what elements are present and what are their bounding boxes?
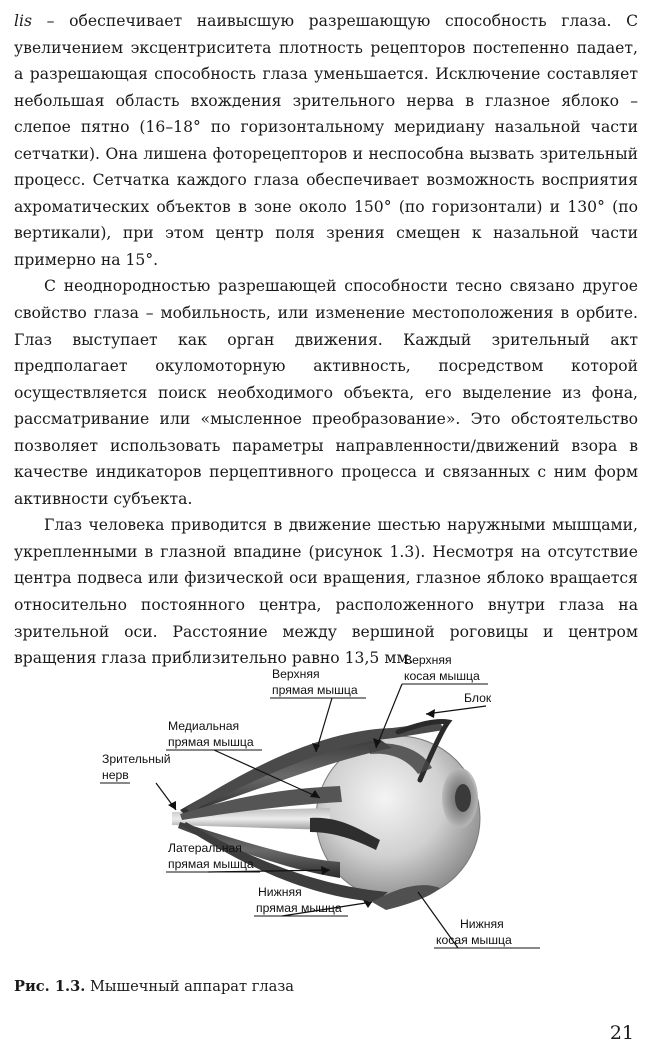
label-optic-nerve-2: нерв — [102, 768, 129, 782]
label-superior-oblique-2: косая мышца — [404, 669, 480, 683]
paragraph-3: Глаз человека приводится в движение шестью наружными мышцами, укрепленными в глазной впадине (рисунок 1.3). Несмотря на отсутствие центра подвеса или физической оси вращения, глазное яблоко вращается относительно постоянного центра, расположенного внутри глаза на зрительной оси. Расстояние между вершиной роговицы и центром вращения глаза приблизительно равно 13,5 мм. — [14, 516, 638, 668]
paragraph-1-text: – обеспечивает наивысшую разрешающую способность глаза. С увеличением эксцентриситета плотность рецепторов постепенно падает, а разрешающая способность глаза уменьшается. Исключение составляет небольшая область вхождения зрительного нерва в глазное яблоко – слепое пятно (16–18° по горизонтальному меридиану назальной части сетчатки). Она лишена фоторецепторов и неспособна вызвать зрительный процесс. Сетчатка каждого глаза обеспечивает возможность восприятия ахроматических объектов в зоне около 150° (по горизонтали) и 130° (по вертикали), при этом центр поля зрения смещен к назальной части примерно на 15°. — [14, 12, 638, 269]
label-inferior-rectus-1: Нижняя — [258, 885, 302, 899]
label-medial-rectus-2: прямая мышца — [168, 735, 254, 749]
label-trochlea: Блок — [464, 691, 492, 705]
label-superior-rectus-1: Верхняя — [272, 667, 320, 681]
paragraph-1-lead: lis — [14, 12, 32, 30]
label-medial-rectus-1: Медиальная — [168, 719, 240, 733]
figure-caption — [14, 978, 294, 995]
label-superior-oblique-1: Верхняя — [404, 653, 452, 667]
pupil — [455, 784, 471, 812]
eye-muscle-figure — [0, 640, 652, 970]
figure-caption-label: Рис. 1.3. — [14, 978, 86, 995]
label-superior-rectus-2: прямая мышца — [272, 683, 358, 697]
paragraph-1 — [14, 8, 638, 273]
label-inferior-oblique-1: Нижняя — [460, 917, 504, 931]
label-lateral-rectus-1: Латеральная — [168, 841, 242, 855]
paragraph-2: С неоднородностью разрешающей способности тесно связано другое свойство глаза – мобильность, или изменение местоположения в орбите. Глаз выступает как орган движения. Каждый зрительный акт предполагает окуломоторную активность, посредством которой осуществляется поиск необходимого объекта, его выделение из фона, рассматривание или «мысленное преобразование». Это обстоятельство позволяет использовать параметры направленности/движений взора в качестве индикаторов перцептивного процесса и связанных с ним форм активности субъекта. — [14, 277, 638, 508]
page-number: 21 — [609, 1022, 634, 1044]
label-lateral-rectus-2: прямая мышца — [168, 857, 254, 871]
label-inferior-oblique-2: косая мышца — [436, 933, 512, 947]
figure-caption-text: Мышечный аппарат глаза — [85, 978, 294, 995]
label-inferior-rectus-2: прямая мышца — [256, 901, 342, 915]
label-optic-nerve-1: Зрительный — [102, 752, 171, 766]
body-text — [14, 8, 638, 672]
eye-muscle-illustration — [0, 640, 652, 970]
